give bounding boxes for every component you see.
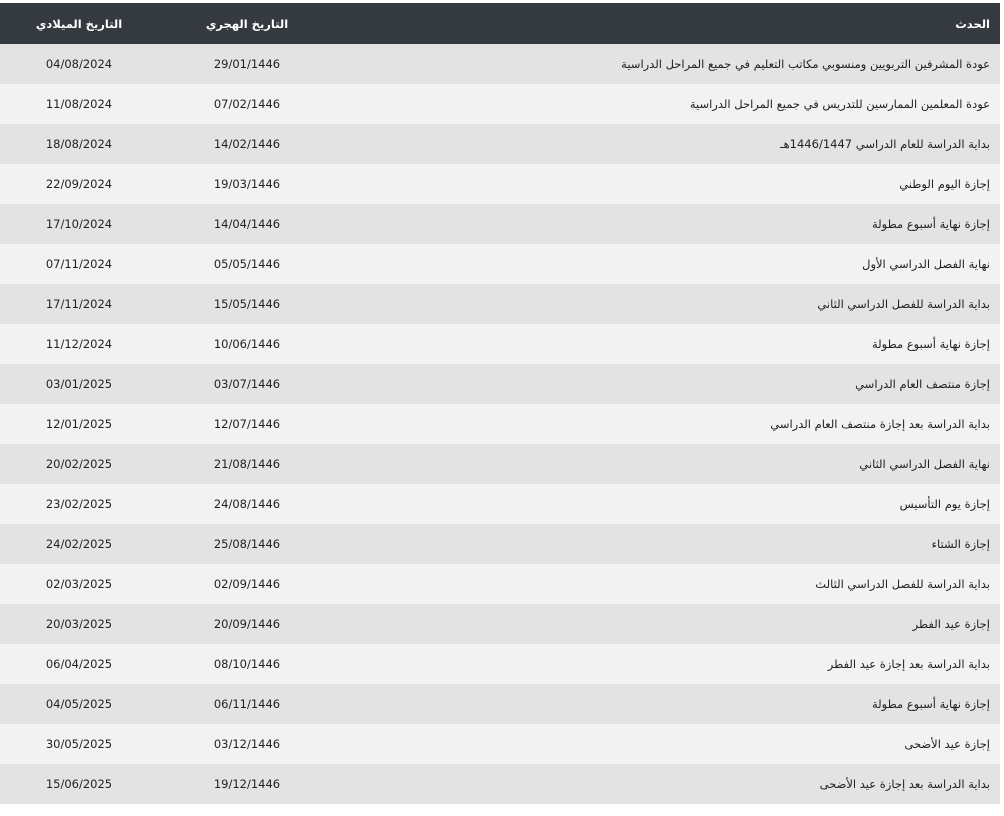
table-row (0, 324, 1000, 364)
gregorian-date-cell: 24/02/2025 (45, 537, 113, 551)
gregorian-date-cell: 15/06/2025 (45, 777, 113, 791)
gregorian-date-cell: 23/02/2025 (45, 497, 113, 511)
table-row (0, 364, 1000, 404)
table-row (0, 244, 1000, 284)
academic-calendar-table (0, 3, 1000, 804)
gregorian-date-cell: 11/08/2024 (45, 97, 113, 111)
event-cell: بداية الدراسة للعام الدراسي 1446/1447هـ (780, 137, 990, 151)
hijri-date-cell: 25/08/1446 (213, 537, 281, 551)
gregorian-date-cell: 06/04/2025 (45, 657, 113, 671)
table-row (0, 164, 1000, 204)
event-cell: إجازة نهاية أسبوع مطولة (871, 697, 990, 711)
event-cell: إجازة نهاية أسبوع مطولة (871, 217, 990, 231)
table-row (0, 44, 1000, 84)
hijri-date-cell: 20/09/1446 (213, 617, 281, 631)
table-row (0, 484, 1000, 524)
hijri-date-cell: 08/10/1446 (213, 657, 281, 671)
gregorian-date-cell: 04/08/2024 (45, 57, 113, 71)
header-hijri-date: التاريخ الهجري (205, 16, 289, 31)
event-cell: عودة المشرفين التربويين ومنسوبي مكاتب التعليم في جميع المراحل الدراسية (621, 57, 990, 71)
event-cell: إجازة يوم التأسيس (899, 497, 990, 511)
event-cell: إجازة منتصف العام الدراسي (855, 377, 990, 391)
hijri-date-cell: 02/09/1446 (213, 577, 281, 591)
event-cell: نهاية الفصل الدراسي الثاني (859, 457, 990, 471)
table-row (0, 604, 1000, 644)
table-row (0, 564, 1000, 604)
event-cell: إجازة عيد الأضحى (904, 737, 990, 751)
table-row (0, 764, 1000, 804)
event-cell: بداية الدراسة بعد إجازة عيد الفطر (827, 657, 990, 671)
hijri-date-cell: 24/08/1446 (213, 497, 281, 511)
hijri-date-cell: 15/05/1446 (213, 297, 281, 311)
hijri-date-cell: 14/04/1446 (213, 217, 281, 231)
gregorian-date-cell: 04/05/2025 (45, 697, 113, 711)
hijri-date-cell: 19/03/1446 (213, 177, 281, 191)
event-cell: بداية الدراسة للفصل الدراسي الثالث (815, 577, 990, 591)
table-row (0, 124, 1000, 164)
hijri-date-cell: 07/02/1446 (213, 97, 281, 111)
table-body (0, 44, 1000, 804)
hijri-date-cell: 14/02/1446 (213, 137, 281, 151)
table-row (0, 684, 1000, 724)
gregorian-date-cell: 11/12/2024 (45, 337, 113, 351)
gregorian-date-cell: 12/01/2025 (45, 417, 113, 431)
calendar-table-container (0, 3, 1000, 804)
event-cell: بداية الدراسة للفصل الدراسي الثاني (817, 297, 990, 311)
event-cell: بداية الدراسة بعد إجازة عيد الأضحى (819, 777, 990, 791)
table-row (0, 644, 1000, 684)
table-row (0, 84, 1000, 124)
event-cell: إجازة عيد الفطر (912, 617, 990, 631)
gregorian-date-cell: 18/08/2024 (45, 137, 113, 151)
gregorian-date-cell: 03/01/2025 (45, 377, 113, 391)
table-row (0, 524, 1000, 564)
hijri-date-cell: 29/01/1446 (213, 57, 281, 71)
table-row (0, 204, 1000, 244)
hijri-date-cell: 21/08/1446 (213, 457, 281, 471)
header-row (0, 3, 1000, 44)
gregorian-date-cell: 17/11/2024 (45, 297, 113, 311)
gregorian-date-cell: 20/02/2025 (45, 457, 113, 471)
event-cell: نهاية الفصل الدراسي الأول (862, 257, 990, 271)
table-header (0, 3, 1000, 44)
gregorian-date-cell: 20/03/2025 (45, 617, 113, 631)
gregorian-date-cell: 02/03/2025 (45, 577, 113, 591)
event-cell: إجازة نهاية أسبوع مطولة (871, 337, 990, 351)
table-row (0, 724, 1000, 764)
event-cell: إجازة الشتاء (931, 537, 990, 551)
table-row (0, 404, 1000, 444)
hijri-date-cell: 06/11/1446 (213, 697, 281, 711)
gregorian-date-cell: 17/10/2024 (45, 217, 113, 231)
header-event: الحدث (955, 16, 990, 31)
hijri-date-cell: 05/05/1446 (213, 257, 281, 271)
gregorian-date-cell: 30/05/2025 (45, 737, 113, 751)
header-gregorian-date: التاريخ الميلادي (35, 16, 123, 31)
event-cell: عودة المعلمين الممارسين للتدريس في جميع المراحل الدراسية (689, 97, 990, 111)
event-cell: بداية الدراسة بعد إجازة منتصف العام الدراسي (770, 417, 990, 431)
table-row (0, 284, 1000, 324)
event-cell: إجازة اليوم الوطني (899, 177, 990, 191)
gregorian-date-cell: 07/11/2024 (45, 257, 113, 271)
hijri-date-cell: 03/12/1446 (213, 737, 281, 751)
hijri-date-cell: 19/12/1446 (213, 777, 281, 791)
hijri-date-cell: 03/07/1446 (213, 377, 281, 391)
gregorian-date-cell: 22/09/2024 (45, 177, 113, 191)
hijri-date-cell: 10/06/1446 (213, 337, 281, 351)
table-row (0, 444, 1000, 484)
hijri-date-cell: 12/07/1446 (213, 417, 281, 431)
